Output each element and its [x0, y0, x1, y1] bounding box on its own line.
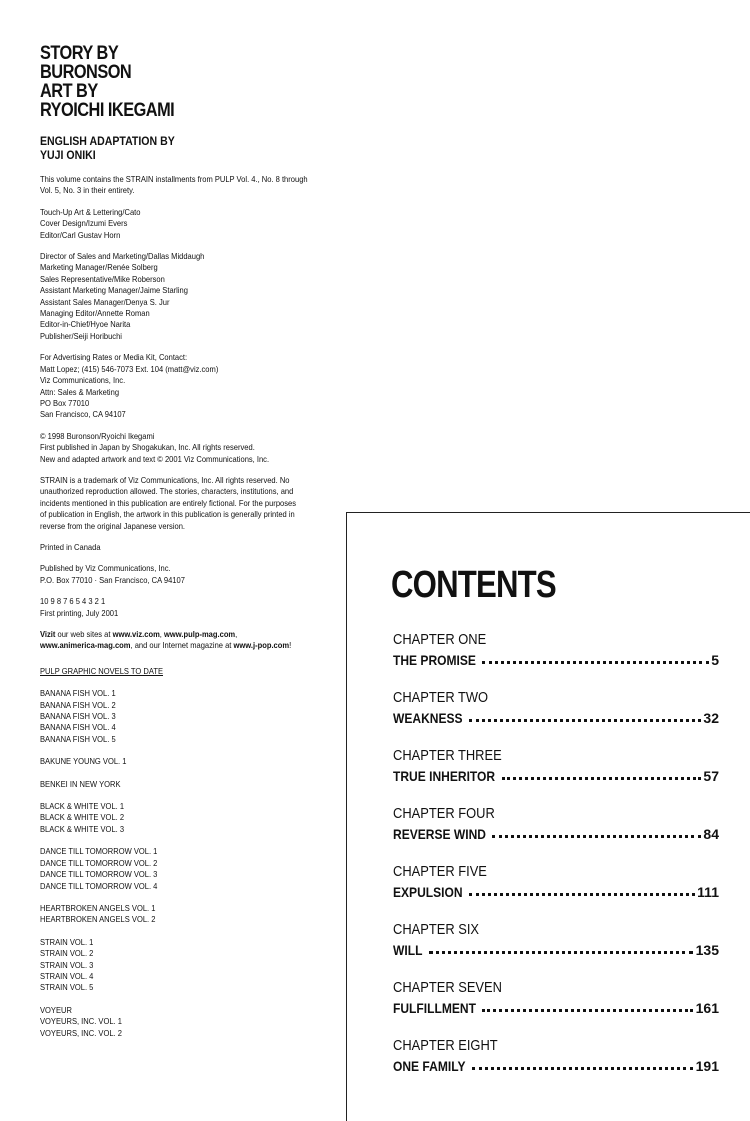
staff-line: Managing Editor/Annette Roman [40, 308, 150, 319]
chapter-number: CHAPTER ONE [393, 631, 487, 648]
chapter-title: FULFILLMENT [393, 1000, 476, 1016]
trademark-line: of publication in English, the artwork in this publication is generally printed in [40, 509, 295, 520]
trademark-line: STRAIN is a trademark of Viz Communications, Inc. All rights reserved. No [40, 474, 290, 485]
staff-line: Marketing Manager/Renée Solberg [40, 262, 158, 273]
visit-websites [40, 629, 304, 652]
novel-item: HEARTBROKEN ANGELS VOL. 2 [40, 914, 156, 925]
contact-line: For Advertising Rates or Media Kit, Contact: [40, 352, 188, 363]
chapter-title: WEAKNESS [393, 710, 463, 726]
novel-item: VOYEUR [40, 1004, 72, 1015]
chapter-number: CHAPTER FIVE [393, 863, 487, 880]
toc-entry[interactable] [393, 689, 719, 747]
contents-panel [346, 512, 750, 1121]
novel-item: BANANA FISH VOL. 3 [40, 711, 116, 722]
page-number: 191 [695, 1058, 719, 1074]
page-number: 161 [695, 1000, 719, 1016]
novel-item: DANCE TILL TOMORROW VOL. 1 [40, 846, 158, 857]
chapter-number: CHAPTER TWO [393, 689, 489, 706]
management-credits [40, 251, 304, 342]
website-link[interactable]: www.pulp-mag.com [164, 629, 236, 639]
toc-entry[interactable] [393, 921, 719, 979]
chapter-number: CHAPTER EIGHT [393, 1037, 498, 1054]
art-label: ART BY [40, 81, 98, 102]
novels-heading: PULP GRAPHIC NOVELS TO DATE [40, 665, 164, 676]
chapter-number: CHAPTER THREE [393, 747, 502, 764]
page-number: 57 [703, 768, 719, 784]
novel-item: VOYEURS, INC. VOL. 1 [40, 1016, 122, 1027]
novel-item: BAKUNE YOUNG VOL. 1 [40, 756, 127, 767]
copyright-line: © 1998 Buronson/Ryoichi Ikegami [40, 430, 155, 441]
novel-item: DANCE TILL TOMORROW VOL. 4 [40, 880, 158, 891]
novel-group [40, 801, 304, 835]
printing-line: 10 9 8 7 6 5 4 3 2 1 [40, 596, 106, 607]
trademark-line: incidents mentioned in this publication are entirely fictional. For the purposes [40, 497, 297, 508]
adaptation-label: ENGLISH ADAPTATION BY [40, 134, 175, 148]
staff-line: Cover Design/Izumi Evers [40, 218, 128, 229]
vizit-word: Vizit [40, 629, 56, 639]
contact-line: Matt Lopez; (415) 546-7073 Ext. 104 (matt@viz.com) [40, 363, 219, 374]
dot-leader [482, 1005, 693, 1012]
toc-entry[interactable] [393, 631, 719, 689]
toc-entry[interactable] [393, 747, 719, 805]
adaptation-name: YUJI ONIKI [40, 148, 96, 162]
visit-text: our web sites at [55, 629, 113, 639]
chapter-number: CHAPTER SEVEN [393, 979, 502, 996]
chapter-title: EXPULSION [393, 884, 463, 900]
art-author: RYOICHI IKEGAMI [40, 100, 175, 121]
website-link[interactable]: www.j-pop.com [233, 640, 290, 651]
novel-item: STRAIN VOL. 5 [40, 982, 94, 993]
novel-item: DANCE TILL TOMORROW VOL. 3 [40, 869, 158, 880]
novel-item: BANANA FISH VOL. 5 [40, 733, 116, 744]
novel-group [40, 779, 304, 790]
toc-entry[interactable] [393, 979, 719, 1037]
staff-line: Editor-in-Chief/Hyoe Narita [40, 319, 131, 330]
printing-line: First printing, July 2001 [40, 607, 119, 618]
contact-line: Attn: Sales & Marketing [40, 386, 120, 397]
novel-item: HEARTBROKEN ANGELS VOL. 1 [40, 902, 156, 913]
staff-line: Sales Representative/Mike Roberson [40, 273, 165, 284]
novel-list [40, 688, 340, 1039]
staff-line: Director of Sales and Marketing/Dallas Middaugh [40, 251, 205, 262]
story-author: BURONSON [40, 62, 132, 83]
dot-leader [492, 831, 701, 838]
novel-group [40, 688, 304, 745]
novel-item: STRAIN VOL. 3 [40, 959, 94, 970]
novel-item: STRAIN VOL. 4 [40, 970, 94, 981]
novel-group [40, 903, 304, 926]
printed-location: Printed in Canada [40, 541, 101, 552]
page-number: 32 [703, 710, 719, 726]
toc-entry[interactable] [393, 805, 719, 863]
novel-group [40, 756, 304, 767]
contact-line: Viz Communications, Inc. [40, 375, 126, 386]
toc-entry[interactable] [393, 1037, 719, 1095]
trademark-line: unauthorized reproduction allowed. The stories, characters, institutions, and [40, 486, 294, 497]
page-number: 84 [703, 826, 719, 842]
novel-item: BLACK & WHITE VOL. 3 [40, 823, 125, 834]
volume-note [40, 174, 308, 197]
novel-group [40, 846, 304, 892]
novel-item: DANCE TILL TOMORROW VOL. 2 [40, 857, 158, 868]
staff-line: Publisher/Seiji Horibuchi [40, 330, 122, 341]
website-link[interactable]: www.viz.com [112, 629, 160, 639]
novel-group [40, 1005, 304, 1039]
staff-line: Touch-Up Art & Lettering/Cato [40, 206, 141, 217]
copyright-notice [40, 431, 304, 465]
publisher-address [40, 563, 304, 586]
novel-item: BANANA FISH VOL. 2 [40, 699, 116, 710]
staff-line: Assistant Marketing Manager/Jaime Starling [40, 285, 188, 296]
page-number: 111 [697, 884, 719, 900]
chapter-number: CHAPTER SIX [393, 921, 480, 938]
advertising-contact [40, 352, 304, 420]
credits-column [40, 44, 340, 1039]
chapter-title: WILL [393, 942, 423, 958]
contact-line: San Francisco, CA 94107 [40, 409, 126, 420]
staff-line: Editor/Carl Gustav Horn [40, 229, 121, 240]
contents-title: CONTENTS [391, 564, 556, 606]
story-label: STORY BY [40, 43, 119, 64]
visit-text: , and our Internet magazine at [130, 640, 234, 651]
dot-leader [429, 947, 693, 954]
volume-note-line: This volume contains the STRAIN installments from PULP Vol. 4., No. 8 through [40, 174, 308, 184]
page-number: 135 [695, 942, 719, 958]
publisher-line: P.O. Box 77010 · San Francisco, CA 94107 [40, 574, 185, 585]
website-link[interactable]: www.animerica-mag.com [40, 640, 131, 651]
table-of-contents [393, 631, 719, 1095]
copyright-line: First published in Japan by Shogakukan, Inc. All rights reserved. [40, 442, 255, 453]
chapter-title: THE PROMISE [393, 652, 476, 668]
trademark-line: reverse from the original Japanese version. [40, 520, 186, 531]
chapter-title: ONE FAMILY [393, 1058, 466, 1074]
chapter-title: TRUE INHERITOR [393, 768, 496, 784]
dot-leader [469, 715, 701, 722]
visit-text: , [159, 629, 165, 639]
novel-item: BANANA FISH VOL. 4 [40, 722, 116, 733]
volume-note-line: Vol. 5, No. 3 in their entirety. [40, 185, 135, 196]
chapter-title: REVERSE WIND [393, 826, 486, 842]
novel-group [40, 937, 304, 994]
chapter-number: CHAPTER FOUR [393, 805, 495, 822]
novel-item: STRAIN VOL. 1 [40, 936, 94, 947]
novel-item: STRAIN VOL. 2 [40, 948, 94, 959]
trademark-notice [40, 475, 304, 532]
visit-text: ! [289, 640, 292, 651]
dot-leader [482, 657, 709, 664]
dot-leader [502, 773, 701, 780]
dot-leader [472, 1063, 693, 1070]
novel-item: BANANA FISH VOL. 1 [40, 688, 116, 699]
novel-item: BENKEI IN NEW YORK [40, 778, 121, 789]
staff-line: Assistant Sales Manager/Denya S. Jur [40, 296, 170, 307]
toc-entry[interactable] [393, 863, 719, 921]
printing-info [40, 596, 304, 619]
dot-leader [469, 889, 695, 896]
novel-item: VOYEURS, INC. VOL. 2 [40, 1027, 122, 1038]
page-number: 5 [711, 652, 719, 668]
publisher-line: Published by Viz Communications, Inc. [40, 563, 171, 574]
novel-item: BLACK & WHITE VOL. 1 [40, 801, 125, 812]
staff-credits [40, 207, 304, 241]
novel-item: BLACK & WHITE VOL. 2 [40, 812, 125, 823]
visit-text: , [235, 629, 238, 639]
copyright-line: New and adapted artwork and text © 2001 Viz Communications, Inc. [40, 453, 270, 464]
contact-line: PO Box 77010 [40, 397, 90, 408]
